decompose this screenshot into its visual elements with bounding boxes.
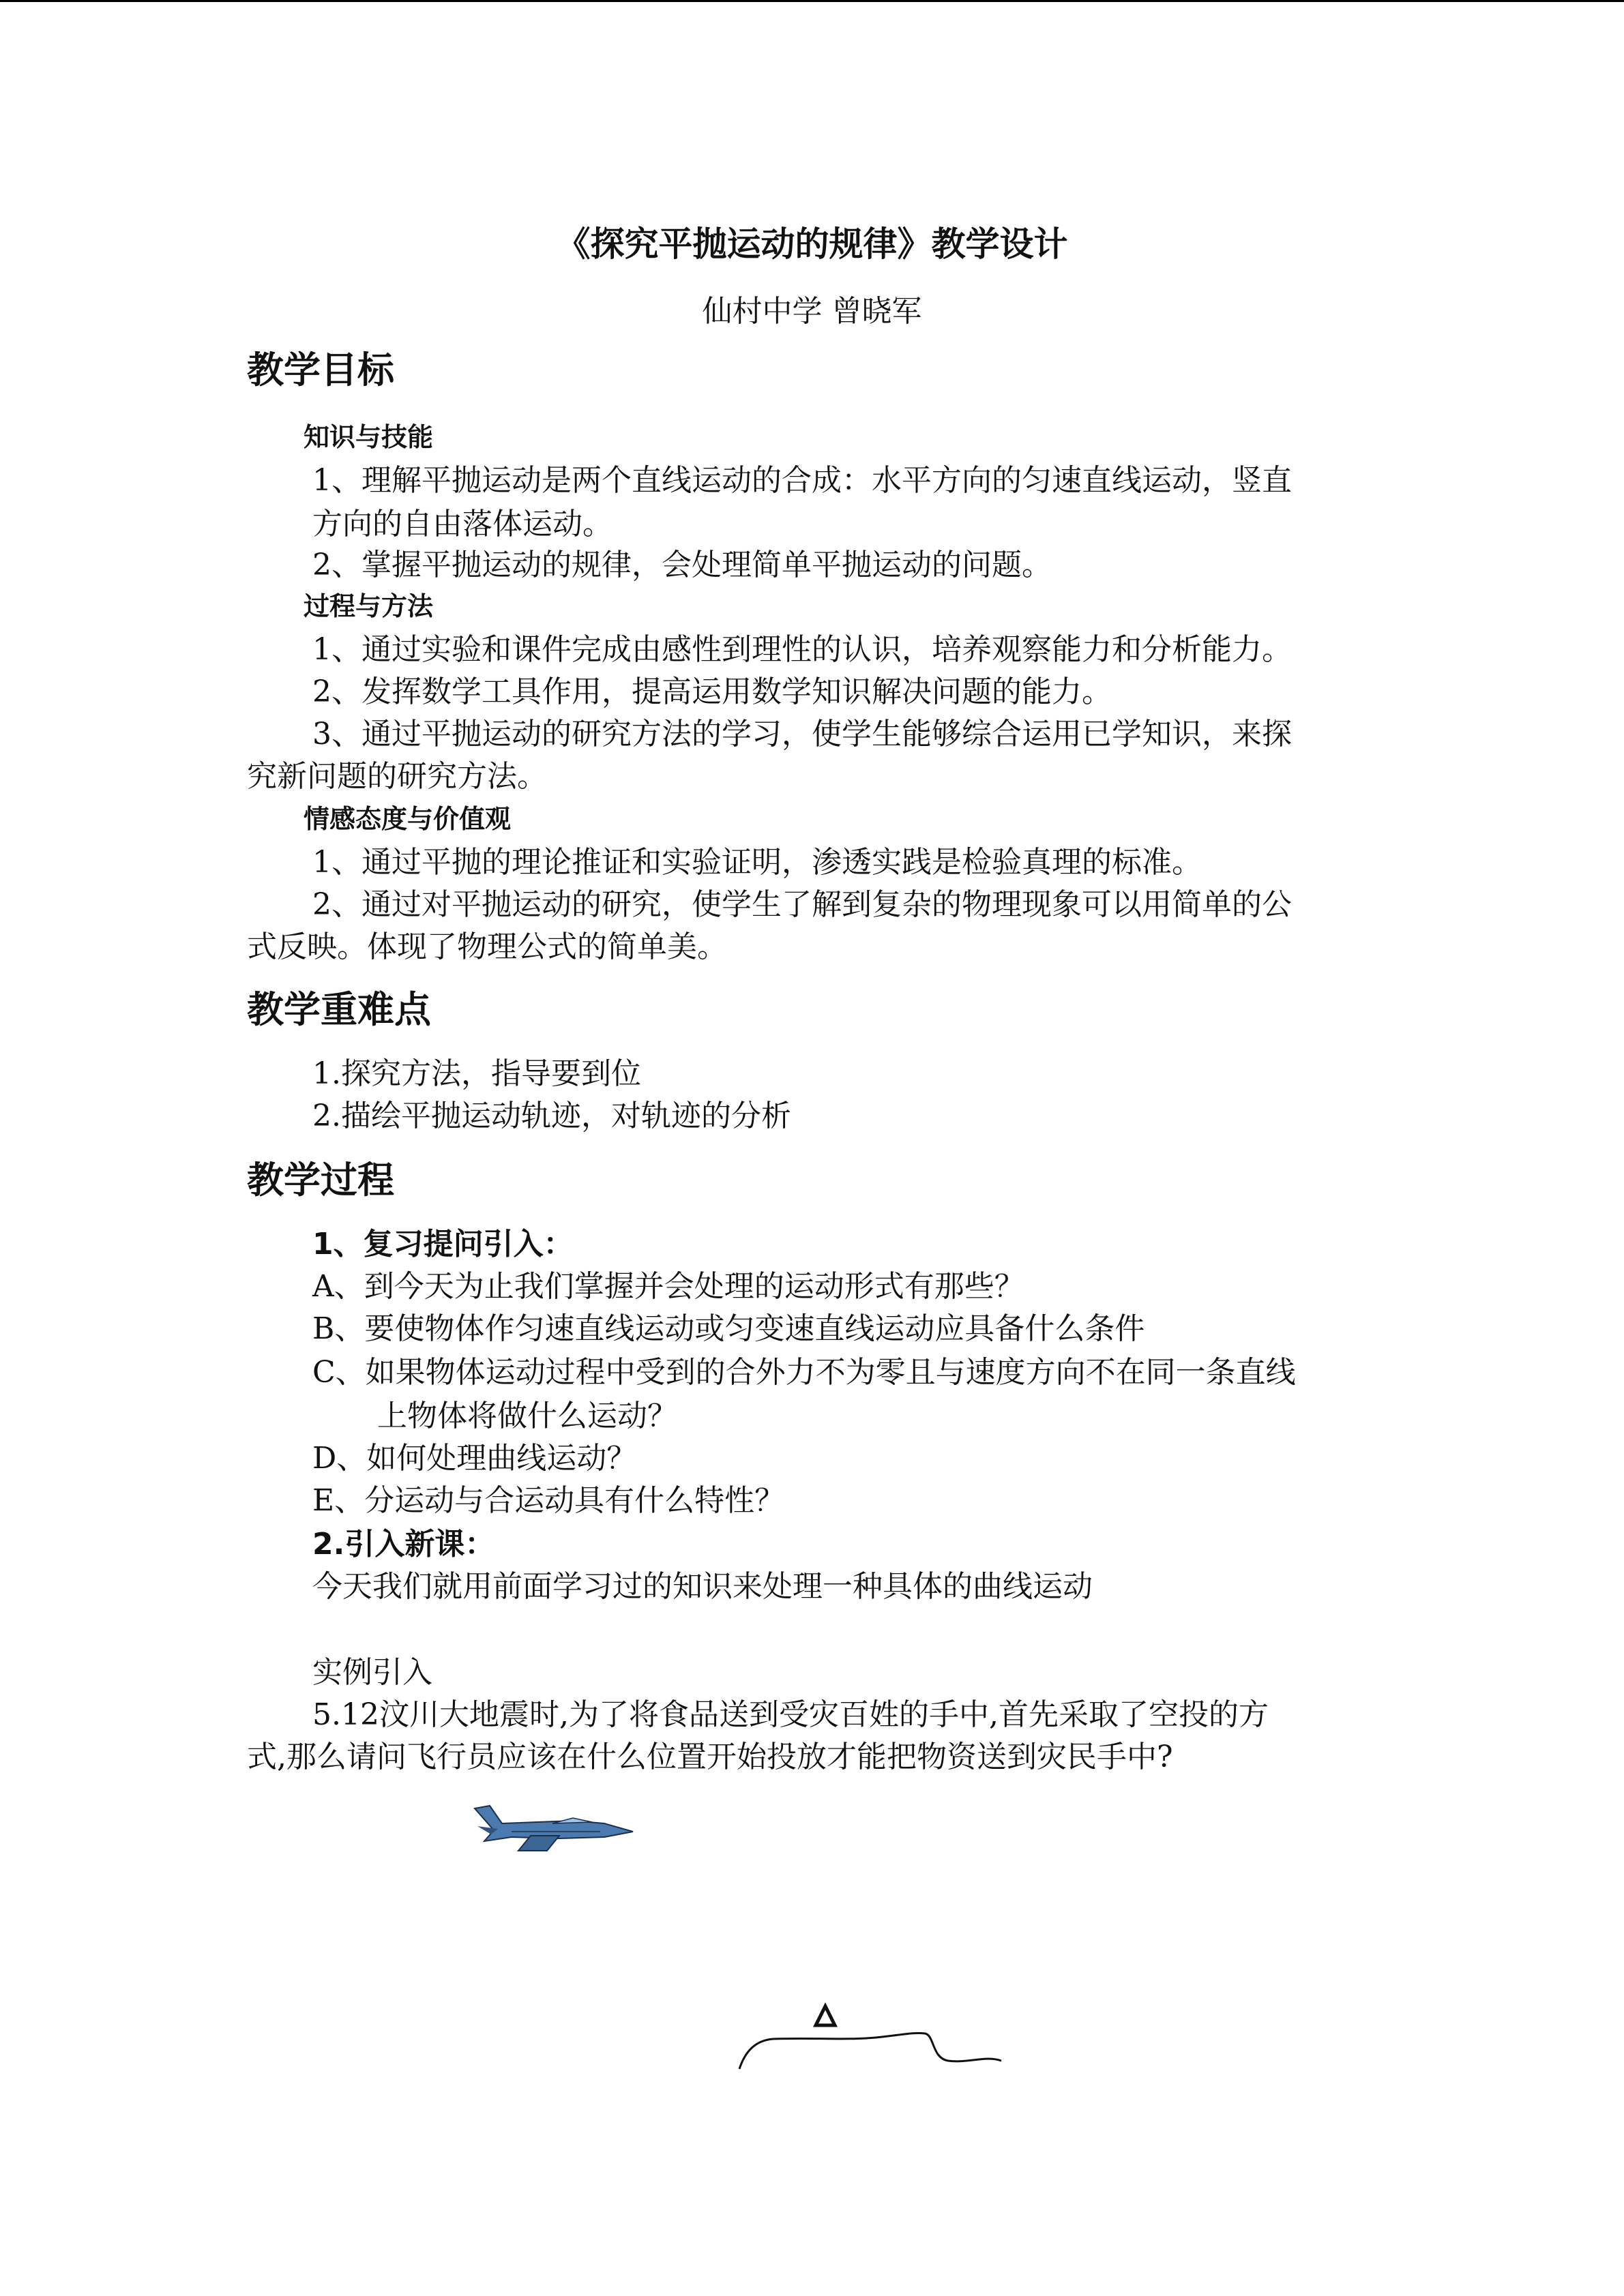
document-title: 《探究平抛运动的规律》教学设计 bbox=[556, 224, 1068, 264]
author-line: 仙村中学 曾晓军 bbox=[702, 294, 922, 329]
intro-heading: 2.引入新课： bbox=[312, 1527, 495, 1562]
process-item-3-line-2: 究新问题的研究方法。 bbox=[247, 759, 547, 794]
question-d: D、如何处理曲线运动？ bbox=[312, 1441, 637, 1476]
question-c-line-2: 上物体将做什么运动？ bbox=[377, 1399, 677, 1433]
heading-key-points: 教学重难点 bbox=[247, 988, 431, 1031]
intro-text: 今天我们就用前面学习过的知识来处理一种具体的曲线运动 bbox=[312, 1569, 1093, 1604]
question-b: B、要使物体作匀速直线运动或匀变速直线运动应具备什么条件 bbox=[312, 1311, 1145, 1346]
knowledge-item-1-line-1: 1、理解平抛运动是两个直线运动的合成：水平方向的匀速直线运动，竖直 bbox=[312, 463, 1292, 498]
question-e: E、分运动与合运动具有什么特性？ bbox=[312, 1483, 785, 1518]
example-line-1: 5.12汶川大地震时,为了将食品送到受灾百姓的手中,首先采取了空投的方 bbox=[312, 1697, 1269, 1732]
fighter-jet-icon bbox=[471, 1793, 641, 1855]
key-point-2: 2.描绘平抛运动轨迹，对轨迹的分析 bbox=[312, 1099, 791, 1133]
emotion-item-2-line-1: 2、通过对平抛运动的研究，使学生了解到复杂的物理现象可以用简单的公 bbox=[312, 887, 1292, 922]
subheading-process-method: 过程与方法 bbox=[304, 591, 434, 621]
knowledge-item-1-line-2: 方向的自由落体运动。 bbox=[312, 507, 612, 541]
ground-line bbox=[739, 2033, 1001, 2069]
emotion-item-2-line-2: 式反映。体现了物理公式的简单美。 bbox=[247, 929, 727, 964]
heading-objectives: 教学目标 bbox=[247, 348, 394, 391]
subheading-emotion-values: 情感态度与价值观 bbox=[304, 804, 512, 834]
question-c-line-1: C、如果物体运动过程中受到的合外力不为零且与速度方向不在同一条直线 bbox=[312, 1355, 1296, 1390]
subheading-knowledge: 知识与技能 bbox=[304, 422, 434, 452]
process-item-1: 1、通过实验和课件完成由感性到理性的认识，培养观察能力和分析能力。 bbox=[312, 632, 1292, 667]
ground-sketch bbox=[730, 1998, 1016, 2080]
key-point-1: 1.探究方法，指导要到位 bbox=[312, 1056, 641, 1091]
triangle-target-icon bbox=[816, 2006, 835, 2025]
heading-teaching-process: 教学过程 bbox=[247, 1159, 394, 1202]
emotion-item-1: 1、通过平抛的理论推证和实验证明，渗透实践是检验真理的标准。 bbox=[312, 845, 1202, 880]
question-a: A、到今天为止我们掌握并会处理的运动形式有那些？ bbox=[312, 1269, 1024, 1304]
example-line-2: 式,那么请问飞行员应该在什么位置开始投放才能把物资送到灾民手中? bbox=[247, 1740, 1173, 1774]
example-heading: 实例引入 bbox=[312, 1655, 432, 1690]
process-item-3-line-1: 3、通过平抛运动的研究方法的学习，使学生能够综合运用已学知识，来探 bbox=[312, 717, 1292, 751]
page-top-border bbox=[0, 0, 1624, 2]
knowledge-item-2: 2、掌握平抛运动的规律，会处理简单平抛运动的问题。 bbox=[312, 548, 1052, 582]
process-item-2: 2、发挥数学工具作用，提高运用数学知识解决问题的能力。 bbox=[312, 674, 1112, 709]
review-heading: 1、复习提问引入： bbox=[312, 1227, 574, 1262]
